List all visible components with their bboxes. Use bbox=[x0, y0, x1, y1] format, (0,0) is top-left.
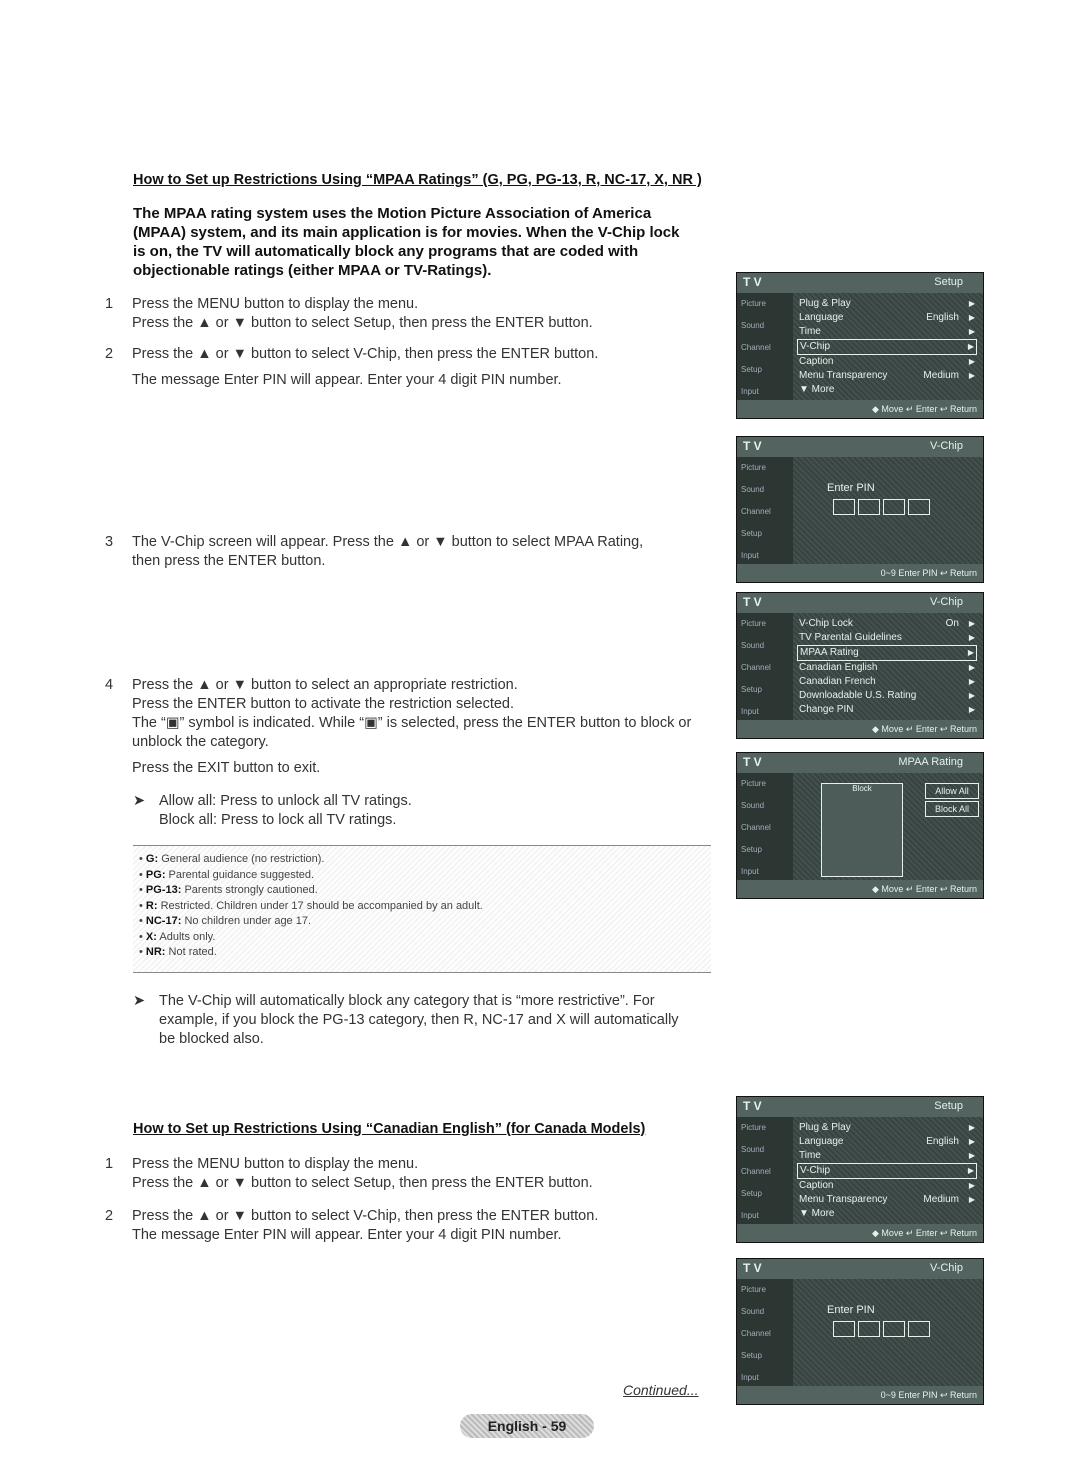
vchip-note bbox=[133, 992, 693, 1049]
rating-item: • R: Restricted. Children under 17 should be accompanied by an adult. bbox=[139, 899, 483, 912]
continued-label: Continued... bbox=[623, 1382, 699, 1398]
rating-item: • NC-17: No children under age 17. bbox=[139, 915, 312, 927]
tv-menu-item-selected: MPAA Rating ▶ bbox=[797, 645, 977, 661]
step-text: The message Enter PIN will appear. Enter your 4 digit PIN number. bbox=[132, 372, 562, 388]
section-heading-mpaa: How to Set up Restrictions Using “MPAA Ratings” (G, PG, PG-13, R, NC-17, X, NR ) bbox=[133, 172, 702, 188]
tv-vchip-screen: T V V-Chip Picture Sound Channel Setup Input V-Chip Lock On ▶ TV Parental Guidelines ▶ MPAA Rating ▶ Canadian English ▶ Canadian French ▶ Downloadable U.S. Rating ▶ Change PIN ▶ ◆ Move ↵ Enter ↩ Return bbox=[736, 592, 984, 739]
tv-mpaa-screen: T V MPAA Rating Picture Sound Channel Setup Input Block Allow All Block All ◆ Move ↵ Enter ↩ Return bbox=[736, 752, 984, 899]
tv-enter-pin-label: Enter PIN bbox=[827, 482, 875, 494]
step-number: 1 bbox=[105, 296, 114, 312]
step-1-canada bbox=[105, 1155, 705, 1193]
vchip-note-text: The V-Chip will automatically block any category that is “more restrictive”. For example, if you block the PG-13 category, then R, NC-17 and X will automatically be blocked also. bbox=[159, 993, 679, 1047]
tv-setup-screen-canada: T V Setup Picture Sound Channel Setup Input Plug & Play ▶ Language English ▶ Time ▶ V-Chip ▶ Caption ▶ Menu Transparency Medium ▶ ▼ More ◆ Move ↵ Enter ↩ Return bbox=[736, 1096, 984, 1243]
step-text: The message Enter PIN will appear. Enter your 4 digit PIN number. bbox=[132, 1227, 562, 1243]
tv-title: Setup bbox=[934, 276, 963, 288]
tv-side-menu: Picture Sound Channel Setup Input bbox=[737, 293, 793, 400]
step-text: Press the ▲ or ▼ button to select V-Chip, then press the ENTER button. bbox=[132, 346, 599, 362]
step-3 bbox=[105, 533, 665, 571]
step-number: 2 bbox=[105, 346, 114, 362]
rating-item: • PG: Parental guidance suggested. bbox=[139, 868, 315, 881]
tv-menu-item: Caption ▶ bbox=[799, 356, 975, 367]
tv-menu-item: Canadian French ▶ bbox=[799, 676, 975, 687]
step-number: 2 bbox=[105, 1208, 114, 1224]
step-4 bbox=[105, 676, 705, 778]
step-text: Press the MENU button to display the menu. bbox=[132, 296, 419, 312]
block-all-text: Block all: Press to lock all TV ratings. bbox=[159, 812, 397, 828]
arrow-icon: ➤ bbox=[133, 793, 146, 809]
section-heading-canadian: How to Set up Restrictions Using “Canadian English” (for Canada Models) bbox=[133, 1121, 646, 1137]
step-2 bbox=[105, 345, 705, 390]
step-text: Press the ▲ or ▼ button to select Setup, then press the ENTER button. bbox=[132, 1175, 593, 1191]
page-number-footer: English - 59 bbox=[460, 1414, 594, 1438]
step-1 bbox=[105, 295, 705, 333]
tv-pin-boxes bbox=[833, 499, 933, 520]
tv-menu-item: Language English ▶ bbox=[799, 312, 975, 323]
tv-menu-item-selected: V-Chip ▶ bbox=[797, 339, 977, 355]
step-text: Press the ▲ or ▼ button to select an appropriate restriction. bbox=[132, 677, 518, 693]
tv-menu-item: ▼ More bbox=[799, 384, 835, 395]
allow-all-text: Allow all: Press to unlock all TV ratings. bbox=[159, 793, 412, 809]
step-text: Press the MENU button to display the menu. bbox=[132, 1156, 419, 1172]
tv-rating-grid: Block bbox=[821, 783, 903, 877]
tv-block-all-button: Block All bbox=[925, 801, 979, 817]
tv-menu-item: Time ▶ bbox=[799, 326, 975, 337]
step-2-canada bbox=[105, 1207, 705, 1245]
tv-menu-item: Menu Transparency Medium ▶ bbox=[799, 370, 975, 381]
rating-item: • PG-13: Parents strongly cautioned. bbox=[139, 884, 318, 896]
arrow-icon: ➤ bbox=[133, 993, 146, 1009]
tv-menu-item: Plug & Play ▶ bbox=[799, 298, 975, 309]
allow-block-note bbox=[133, 792, 693, 830]
step-text: The “▣” symbol is indicated. While “▣” is selected, press the ENTER button to block or unblock the category. bbox=[132, 715, 692, 750]
step-number: 1 bbox=[105, 1156, 114, 1172]
step-text: Press the ENTER button to activate the restriction selected. bbox=[132, 696, 515, 712]
tv-bottom-bar: ◆ Move ↵ Enter ↩ Return bbox=[737, 400, 983, 418]
step-text: Press the ▲ or ▼ button to select V-Chip, then press the ENTER button. bbox=[132, 1208, 599, 1224]
tv-menu-item: Downloadable U.S. Rating ▶ bbox=[799, 690, 975, 701]
step-text: The V-Chip screen will appear. Press the ▲ or ▼ button to select MPAA Rating, then press the ENTER button. bbox=[132, 534, 644, 569]
tv-menu-item: Canadian English ▶ bbox=[799, 662, 975, 673]
tv-brand: T V bbox=[743, 275, 762, 289]
tv-setup-screen bbox=[736, 272, 984, 419]
rating-item: • NR: Not rated. bbox=[139, 946, 217, 958]
step-text: Press the ▲ or ▼ button to select Setup, then press the ENTER button. bbox=[132, 315, 593, 331]
mpaa-intro: The MPAA rating system uses the Motion Picture Association of America (MPAA) system, and its main application is for movies. When the V-Chip lock is on, the TV will automatically block any programs that are coded with objectionable ratings (either MPAA or TV-Ratings). bbox=[133, 205, 680, 279]
tv-menu-item: TV Parental Guidelines ▶ bbox=[799, 632, 975, 643]
tv-menu-item: V-Chip Lock On ▶ bbox=[799, 618, 975, 629]
tv-menu-item: Change PIN ▶ bbox=[799, 704, 975, 715]
rating-item: • G: General audience (no restriction). bbox=[139, 853, 325, 865]
step-number: 3 bbox=[105, 534, 114, 550]
rating-item: • X: Adults only. bbox=[139, 930, 216, 943]
tv-pin-screen: T V V-Chip Picture Sound Channel Setup Input Enter PIN 0~9 Enter PIN ↩ Return bbox=[736, 436, 984, 583]
step-text: Press the EXIT button to exit. bbox=[132, 760, 321, 776]
ratings-box bbox=[133, 845, 711, 973]
tv-pin-screen-canada: T V V-Chip Picture Sound Channel Setup Input Enter PIN 0~9 Enter PIN ↩ Return bbox=[736, 1258, 984, 1405]
step-number: 4 bbox=[105, 677, 114, 693]
tv-allow-all-button: Allow All bbox=[925, 783, 979, 799]
